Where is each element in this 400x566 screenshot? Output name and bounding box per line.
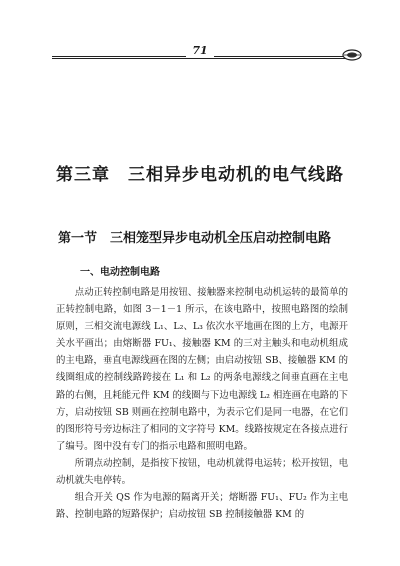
paragraph: 所谓点动控制，是指按下按钮，电动机就得电运转；松开按钮，电动机就失电停转。 [56, 457, 348, 487]
body-text [56, 284, 348, 523]
paragraph: 点动正转控制电路是用按钮、接触器来控制电动机运转的最简单的正转控制电路，如图 3－1－1 所示，在该电路中，按照电路图的绘制原则，三相交流电源线 L₁、L₂、L₃ 依次水平地画在图的上方，电源开关水平画出；由熔断器 FU₁、接触器 KM 的三对主触头和电动机组成的主电路，垂直电源线画在图的左侧；由启动按钮 SB、接触器 KM 的线圈组成的控制线路跨接在 L₁ 和 L₂ 的两条电源线之间垂直画在主电路的右侧，且耗能元件 KM 的线圈与下边电源线 L₂ 相连画在电路的下方，启动按钮 SB 则画在控制电路中，为表示它们是同一电器，在它们的图形符号旁边标注了相同的文字符号 KM。线路按规定在各接点进行了编号。图中没有专门的指示电路和照明电路。 [56, 287, 348, 452]
publisher-logo-icon [342, 46, 362, 58]
page-header [52, 44, 348, 66]
chapter-title: 第三章 三相异步电动机的电气线路 [56, 165, 344, 185]
section-title: 第一节 三相笼型异步电动机全压启动控制电路 [58, 231, 332, 246]
subsection-title: 一、电动控制电路 [80, 267, 160, 278]
paragraph: 组合开关 QS 作为电源的隔离开关；熔断器 FU₁、FU₂ 作为主电路、控制电路的短路保护；启动按钮 SB 控制接触器 KM 的 [56, 492, 348, 521]
page-number-label: 71 [186, 44, 213, 57]
page-number [52, 44, 348, 57]
header-rule-secondary [52, 58, 348, 59]
